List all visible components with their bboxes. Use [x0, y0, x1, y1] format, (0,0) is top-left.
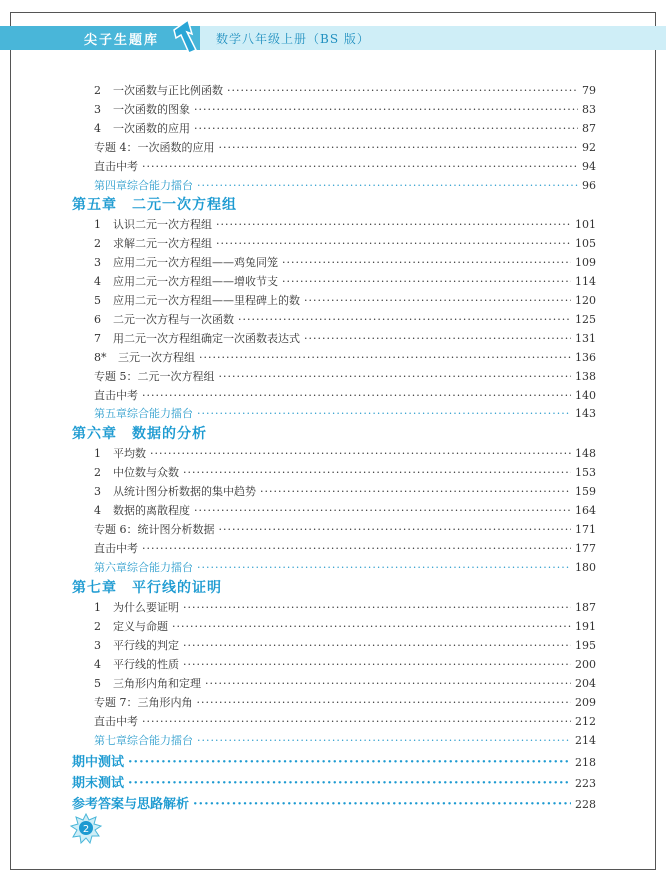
toc-exam[interactable]: 直击中考 ····· 212 — [94, 713, 596, 729]
toc-entry-title: 三角形内角和定理 — [113, 677, 201, 690]
toc-entry[interactable]: 2 定义与命题 ····· 191 — [94, 618, 596, 634]
toc-review[interactable]: 第六章综合能力擂台 ····· 180 — [94, 559, 596, 575]
toc-topic[interactable]: 专题 4：一次函数的应用 ····· 92 — [94, 139, 596, 155]
toc-entry[interactable]: 1 认识二元一次方程组 ····· 101 — [94, 216, 596, 232]
toc-entry-title: 认识二元一次方程组 — [113, 218, 212, 231]
page-number-badge — [68, 812, 104, 844]
toc-entry-title: 中位数与众数 — [113, 466, 179, 479]
series-title: 尖子生题库 — [84, 33, 160, 48]
toc-entry[interactable]: 1 为什么要证明 ····· 187 — [94, 599, 596, 615]
toc-entry[interactable]: 4 数据的离散程度 ····· 164 — [94, 502, 596, 518]
toc-entry[interactable]: 2 中位数与众数 ····· 153 — [94, 464, 596, 480]
toc-topic[interactable]: 专题 6：统计图分析数据 ····· 171 — [94, 521, 596, 537]
toc-exam[interactable]: 直击中考 ····· 177 — [94, 540, 596, 556]
toc-entry-title: 应用二元一次方程组——鸡兔同笼 — [113, 256, 278, 269]
toc-review[interactable]: 第五章综合能力擂台 ····· 143 — [94, 405, 596, 421]
toc-entry[interactable]: 8* 三元一次方程组 ····· 136 — [94, 349, 596, 365]
toc-topic[interactable]: 专题 5：二元一次方程组 ····· 138 — [94, 368, 596, 384]
toc-entry[interactable]: 3 一次函数的图象 ····· 83 — [94, 101, 596, 117]
toc-entry-title: 从统计图分析数据的集中趋势 — [113, 485, 256, 498]
toc-entry-title: 数据的离散程度 — [113, 504, 190, 517]
toc-entry[interactable]: 6 二元一次方程与一次函数 ····· 125 — [94, 311, 596, 327]
toc-entry[interactable]: 2 求解二元一次方程组 ····· 105 — [94, 235, 596, 251]
toc-entry-title: 求解二元一次方程组 — [113, 237, 212, 250]
toc-topic[interactable]: 专题 7：三角形内角 ····· 209 — [94, 694, 596, 710]
toc-entry-title: 二元一次方程与一次函数 — [113, 313, 234, 326]
toc-midterm[interactable]: 期中测试 ····· 218 — [72, 751, 596, 770]
page-number: 2 — [82, 824, 90, 835]
toc-review[interactable]: 第四章综合能力擂台 ····· 96 — [94, 177, 596, 193]
toc-exam[interactable]: 直击中考 ····· 94 — [94, 158, 596, 174]
toc-entry-title: 为什么要证明 — [113, 601, 179, 614]
toc-entry[interactable]: 4 应用二元一次方程组——增收节支 ····· 114 — [94, 273, 596, 289]
toc-entry-title: 一次函数与正比例函数 — [113, 84, 223, 97]
toc-entry[interactable]: 2 一次函数与正比例函数 ····· 79 — [94, 82, 596, 98]
toc-answers[interactable]: 参考答案与思路解析 ····· 228 — [72, 793, 596, 812]
toc-entry-title: 平行线的判定 — [113, 639, 179, 652]
toc-entry-title: 应用二元一次方程组——里程碑上的数 — [113, 294, 300, 307]
toc-entry[interactable]: 3 平行线的判定 ····· 195 — [94, 637, 596, 653]
toc-entry-page: 87 — [582, 122, 596, 135]
chapter-heading[interactable]: 第七章 平行线的证明 — [72, 580, 222, 596]
toc-entry[interactable]: 7 用二元一次方程组确定一次函数表达式 ····· 131 — [94, 330, 596, 346]
toc-entry[interactable]: 1 平均数 ····· 148 — [94, 445, 596, 461]
toc-entry[interactable]: 3 应用二元一次方程组——鸡兔同笼 ····· 109 — [94, 254, 596, 270]
toc-entry[interactable]: 4 平行线的性质 ····· 200 — [94, 656, 596, 672]
toc-entry[interactable]: 3 从统计图分析数据的集中趋势 ····· 159 — [94, 483, 596, 499]
toc-entry-page: 79 — [582, 84, 596, 97]
toc-entry[interactable]: 5 应用二元一次方程组——里程碑上的数 ····· 120 — [94, 292, 596, 308]
toc-entry-title: 一次函数的图象 — [113, 103, 190, 116]
chapter-heading[interactable]: 第五章 二元一次方程组 — [72, 197, 237, 213]
toc-entry-title: 平均数 — [113, 447, 146, 460]
toc-entry-title: 定义与命题 — [113, 620, 168, 633]
toc-entry[interactable]: 4 一次函数的应用 ····· 87 — [94, 120, 596, 136]
toc-final[interactable]: 期末测试 ····· 223 — [72, 772, 596, 791]
toc-entry-title: 三元一次方程组 — [118, 351, 195, 364]
toc-entry-title: 应用二元一次方程组——增收节支 — [113, 275, 278, 288]
toc-exam[interactable]: 直击中考 ····· 140 — [94, 387, 596, 403]
book-title: 数学八年级上册（BS 版） — [216, 32, 370, 46]
toc-entry-page: 83 — [582, 103, 596, 116]
toc-entry[interactable]: 5 三角形内角和定理 ····· 204 — [94, 675, 596, 691]
toc-entry-title: 一次函数的应用 — [113, 122, 190, 135]
toc-entry-title: 用二元一次方程组确定一次函数表达式 — [113, 332, 300, 345]
chapter-heading[interactable]: 第六章 数据的分析 — [72, 426, 207, 442]
toc-entry-title: 平行线的性质 — [113, 658, 179, 671]
toc-review[interactable]: 第七章综合能力擂台 ····· 214 — [94, 732, 596, 748]
